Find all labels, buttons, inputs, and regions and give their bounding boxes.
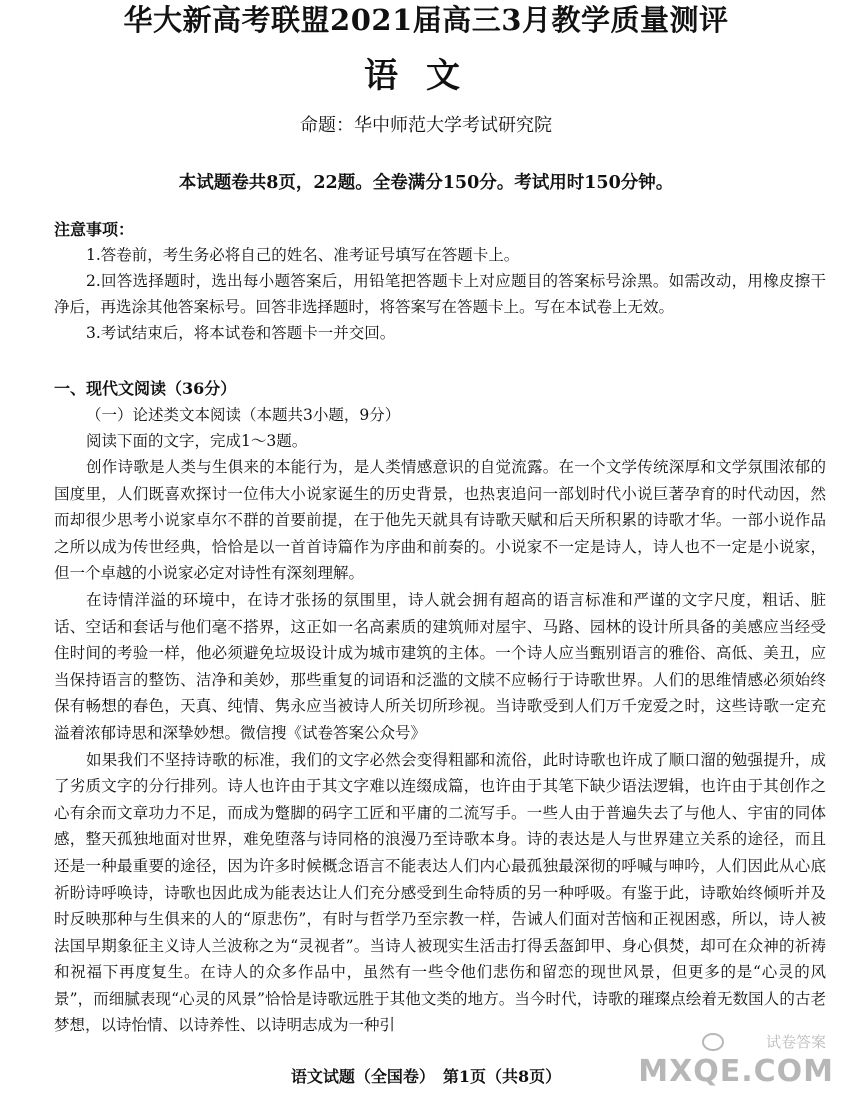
passage-paragraph-3: 如果我们不坚持诗歌的标准，我们的文字必然会变得粗鄙和流俗，此时诗歌也许成了顺口溜的勉强提升，成了劣质文字的分行排列。诗人也许由于其文字难以连缀成篇，也许由于其笔下缺少语法逻辑，也许由于其创作之心有余而文章功力不足，而成为蹩脚的码字工匠和平庸的二流写手。一些人由于普遍失去了与他人、宇宙的同体感，整天孤独地面对世界，难免堕落与诗同格的浪漫乃至诗歌本身。诗的表达是人与世界建立关系的途径，而且还是一种最重要的途径，因为许多时候概念语言不能表达人们内心最孤独最深彻的呼喊与呻吟，人们因此从心底祈盼诗呼唤诗，诗歌也因此成为能表达让人们充分感受到生命特质的另一种呼吸。有鉴于此，诗歌始终倾听并及时反映那种与生俱来的人的“原悲伤”，有时与哲学乃至宗教一样，告诫人们面对苦恼和正视困惑，所以，诗人被法国早期象征主义诗人兰波称之为“灵视者”。当诗人被现实生活击打得丢盔卸甲、身心俱焚，却可在众神的祈祷和祝福下再度复生。在诗人的众多作品中，虽然有一些令他们悲伤和留恋的现世风景，但更多的是“心灵的风景”，而细腻表现“心灵的风景”恰恰是诗歌远胜于其他文类的地方。当今时代，诗歌的璀璨点绘着无数国人的古老梦想，以诗怡情、以诗养性、以诗明志成为一种引 <box>54 750 826 1035</box>
proposer-line: 命题：华中师范大学考试研究院 <box>300 115 552 136</box>
passage-paragraph-1: 创作诗歌是人类与生俱来的本能行为，是人类情感意识的自觉流露。在一个文学传统深厚和文学氛围浓郁的国度里，人们既喜欢探讨一位伟大小说家诞生的历史背景，也热衷追问一部划时代小说巨著孕育的时代动因，然而却很少思考小说家卓尔不群的首要前提，在于他先天就具有诗歌天赋和后天所积累的诗歌才华。一部小说作品之所以成为传世经典，恰恰是以一首首诗篇作为序曲和前奏的。小说家不一定是诗人，诗人也不一定是小说家，但一个卓越的小说家必定对诗性有深刻理解。 <box>54 458 826 583</box>
exam-main-title: 华大新高考联盟2021届高三3月教学质量测评 <box>123 3 729 37</box>
note-item-3: 3.考试结束后，将本试卷和答题卡一并交回。 <box>86 324 396 342</box>
notes-section <box>54 218 826 346</box>
watermark-site-text: MXQE.COM <box>638 1054 834 1089</box>
note-item-2: 2.回答选择题时，选出每小题答案后，用铅笔把答题卡上对应题目的答案标号涂黑。如需改动，用橡皮擦干净后，再选涂其他答案标号。回答非选择题时，将答案写在答题卡上。写在本试卷上无效。 <box>54 272 826 316</box>
subsection-heading: （一）论述类文本阅读（本题共3小题，9分） <box>86 406 401 424</box>
exam-summary: 本试题卷共8页，22题。全卷满分150分。考试用时150分钟。 <box>178 173 674 193</box>
reading-instruction: 阅读下面的文字，完成1～3题。 <box>86 432 308 450</box>
notes-heading: 注意事项： <box>54 220 135 239</box>
note-item-1: 1.答卷前，考生务必将自己的姓名、准考证号填写在答题卡上。 <box>86 246 520 264</box>
page-footer: 语文试题（全国卷） 第1页（共8页） <box>290 1067 562 1086</box>
passage-paragraph-2: 在诗情洋溢的环境中，在诗才张扬的氛围里，诗人就会拥有超高的语言标准和严谨的文字尺度，粗话、脏话、空话和套话与他们毫不搭界，这正如一名高素质的建筑师对屋宇、马路、园林的设计所具备的美感应当经受住时间的考验一样，他必须避免垃圾设计成为城市建筑的主体。一个诗人应当甄别语言的雅俗、高低、美丑，应当保持语言的整饬、洁净和美妙，那些重复的词语和泛滥的文牍不应畅行于诗歌世界。人们的思维情感必须始终保有畅想的春色，天真、纯情、隽永应当被诗人所关切所珍视。当诗歌受到人们万千宠爱之时，这些诗歌一定充溢着浓郁诗思和深挚妙想。微信搜《试卷答案公众号》 <box>54 590 826 742</box>
chat-bubble-icon <box>702 1033 724 1051</box>
watermark <box>634 1029 834 1089</box>
watermark-top-text: 试卷答案 <box>765 1033 826 1051</box>
reading-section <box>54 376 826 1039</box>
section-heading: 一、现代文阅读（36分） <box>54 379 237 398</box>
subject-title: 语文 <box>364 56 488 96</box>
